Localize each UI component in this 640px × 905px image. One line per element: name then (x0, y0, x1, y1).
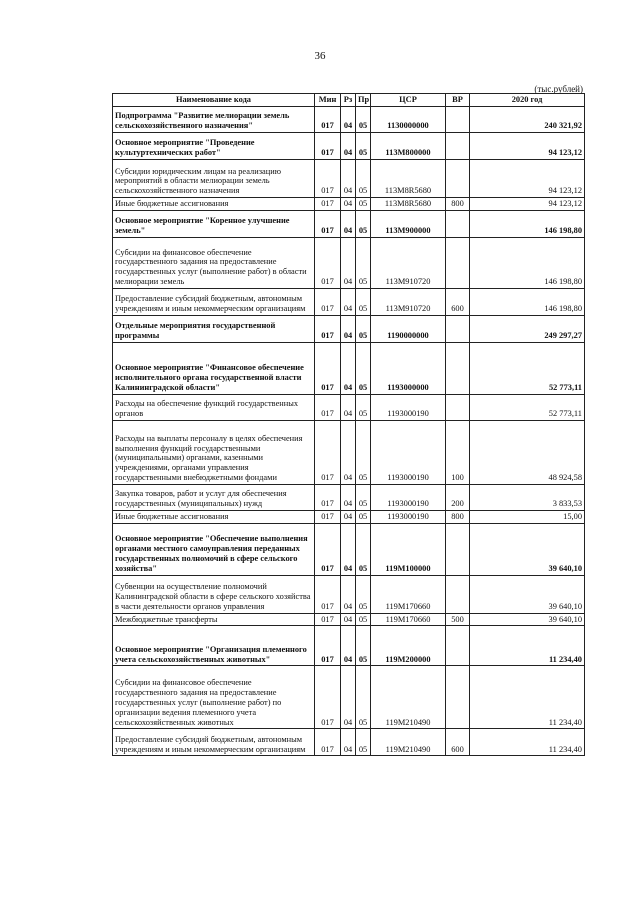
table-row (113, 666, 585, 729)
row-csr: 119М100000 (371, 523, 446, 575)
row-rz: 04 (341, 133, 356, 160)
table-row (113, 107, 585, 133)
row-name: Отдельные мероприятия государственной программы (113, 315, 315, 342)
row-vr: 600 (446, 288, 470, 315)
row-csr: 1193000190 (371, 484, 446, 510)
table-row (113, 729, 585, 756)
row-pr: 05 (356, 523, 371, 575)
row-amount: 94 123,12 (470, 198, 585, 211)
row-vr (446, 237, 470, 288)
row-csr: 119М210490 (371, 729, 446, 756)
row-csr: 119М170660 (371, 613, 446, 626)
row-pr: 05 (356, 420, 371, 484)
table-row (113, 315, 585, 342)
row-vr: 800 (446, 198, 470, 211)
row-min: 017 (315, 575, 341, 613)
row-name: Расходы на обеспечение функций государственных органов (113, 394, 315, 420)
row-rz: 04 (341, 420, 356, 484)
row-name: Основное мероприятие "Организация племенного учета сельскохозяйственных животных" (113, 626, 315, 666)
row-vr (446, 210, 470, 237)
row-pr: 05 (356, 198, 371, 211)
row-name: Основное мероприятие "Финансовое обеспечение исполнительного органа государственной власти Калининградской области" (113, 342, 315, 394)
header-year: 2020 год (470, 94, 585, 107)
row-vr: 200 (446, 484, 470, 510)
row-vr: 600 (446, 729, 470, 756)
row-rz: 04 (341, 198, 356, 211)
row-vr (446, 575, 470, 613)
row-min: 017 (315, 133, 341, 160)
row-vr (446, 626, 470, 666)
row-pr: 05 (356, 575, 371, 613)
row-rz: 04 (341, 523, 356, 575)
row-amount: 240 321,92 (470, 107, 585, 133)
row-amount: 146 198,80 (470, 237, 585, 288)
row-csr: 1190000000 (371, 315, 446, 342)
row-pr: 05 (356, 394, 371, 420)
row-rz: 04 (341, 626, 356, 666)
row-rz: 04 (341, 729, 356, 756)
row-min: 017 (315, 484, 341, 510)
row-amount: 146 198,80 (470, 288, 585, 315)
row-csr: 119М170660 (371, 575, 446, 613)
table-row (113, 288, 585, 315)
row-pr: 05 (356, 484, 371, 510)
row-amount: 11 234,40 (470, 729, 585, 756)
row-rz: 04 (341, 510, 356, 523)
row-min: 017 (315, 210, 341, 237)
row-name: Расходы на выплаты персоналу в целях обеспечения выполнения функций государственными (муниципальными) органами, казенными учреждениями, органами управления государственными внебюджетными фондами (113, 420, 315, 484)
row-name: Закупка товаров, работ и услуг для обеспечения государственных (муниципальных) нужд (113, 484, 315, 510)
row-amount: 11 234,40 (470, 626, 585, 666)
row-csr: 119М210490 (371, 666, 446, 729)
row-csr: 1193000190 (371, 420, 446, 484)
row-min: 017 (315, 626, 341, 666)
row-amount: 39 640,10 (470, 613, 585, 626)
row-name: Основное мероприятие "Проведение культуртехнических работ" (113, 133, 315, 160)
row-min: 017 (315, 198, 341, 211)
table-row (113, 210, 585, 237)
row-rz: 04 (341, 160, 356, 198)
row-csr: 1193000190 (371, 394, 446, 420)
row-min: 017 (315, 729, 341, 756)
row-amount: 146 198,80 (470, 210, 585, 237)
unit-note: (тыс.рублей) (534, 84, 583, 94)
row-min: 017 (315, 523, 341, 575)
row-csr: 113М910720 (371, 288, 446, 315)
header-min: Мин (315, 94, 341, 107)
row-amount: 39 640,10 (470, 523, 585, 575)
row-rz: 04 (341, 288, 356, 315)
row-pr: 05 (356, 288, 371, 315)
row-rz: 04 (341, 342, 356, 394)
row-pr: 05 (356, 133, 371, 160)
row-rz: 04 (341, 575, 356, 613)
row-rz: 04 (341, 394, 356, 420)
row-amount: 94 123,12 (470, 133, 585, 160)
row-pr: 05 (356, 315, 371, 342)
row-pr: 05 (356, 613, 371, 626)
row-rz: 04 (341, 315, 356, 342)
table-row (113, 160, 585, 198)
row-pr: 05 (356, 210, 371, 237)
row-rz: 04 (341, 613, 356, 626)
row-amount: 249 297,27 (470, 315, 585, 342)
row-vr: 500 (446, 613, 470, 626)
header-pr: Пр (356, 94, 371, 107)
row-min: 017 (315, 342, 341, 394)
row-name: Межбюджетные трансферты (113, 613, 315, 626)
budget-table (112, 93, 585, 756)
row-min: 017 (315, 237, 341, 288)
row-pr: 05 (356, 729, 371, 756)
row-csr: 113М8R5680 (371, 160, 446, 198)
row-vr (446, 342, 470, 394)
table-row (113, 133, 585, 160)
row-min: 017 (315, 315, 341, 342)
page-number: 36 (314, 50, 326, 62)
table-row (113, 237, 585, 288)
table-row (113, 575, 585, 613)
row-pr: 05 (356, 342, 371, 394)
row-csr: 113М800000 (371, 133, 446, 160)
row-vr (446, 315, 470, 342)
row-rz: 04 (341, 666, 356, 729)
row-csr: 119М200000 (371, 626, 446, 666)
row-amount: 39 640,10 (470, 575, 585, 613)
header-csr: ЦСР (371, 94, 446, 107)
row-csr: 113М910720 (371, 237, 446, 288)
row-amount: 3 833,53 (470, 484, 585, 510)
row-min: 017 (315, 394, 341, 420)
row-rz: 04 (341, 107, 356, 133)
row-rz: 04 (341, 210, 356, 237)
row-amount: 11 234,40 (470, 666, 585, 729)
table-row (113, 342, 585, 394)
row-name: Иные бюджетные ассигнования (113, 198, 315, 211)
header-name: Наименование кода (113, 94, 315, 107)
row-pr: 05 (356, 160, 371, 198)
row-name: Иные бюджетные ассигнования (113, 510, 315, 523)
row-vr (446, 107, 470, 133)
table-body (113, 107, 585, 756)
table-row (113, 626, 585, 666)
row-name: Основное мероприятие "Обеспечение выполнения органами местного самоуправления переданных государственных полномочий в сфере сельского хозяйства" (113, 523, 315, 575)
row-rz: 04 (341, 237, 356, 288)
row-vr (446, 394, 470, 420)
row-name: Подпрограмма "Развитие мелиорации земель сельскохозяйственного назначения" (113, 107, 315, 133)
table-row (113, 523, 585, 575)
row-vr (446, 133, 470, 160)
row-name: Предоставление субсидий бюджетным, автономным учреждениям и иным некоммерческим организациям (113, 729, 315, 756)
row-vr (446, 160, 470, 198)
row-vr: 800 (446, 510, 470, 523)
row-amount: 52 773,11 (470, 342, 585, 394)
row-amount: 48 924,58 (470, 420, 585, 484)
row-name: Предоставление субсидий бюджетным, автономным учреждениям и иным некоммерческим организациям (113, 288, 315, 315)
row-csr: 1130000000 (371, 107, 446, 133)
table-row (113, 394, 585, 420)
row-name: Субсидии на финансовое обеспечение государственного задания на предоставление государственных услуг (выполнение работ) по организации ведения племенного учета сельскохозяйственных животных (113, 666, 315, 729)
row-csr: 1193000190 (371, 510, 446, 523)
row-pr: 05 (356, 626, 371, 666)
table-row (113, 510, 585, 523)
row-name: Основное мероприятие "Коренное улучшение земель" (113, 210, 315, 237)
row-min: 017 (315, 510, 341, 523)
header-vr: ВР (446, 94, 470, 107)
row-min: 017 (315, 288, 341, 315)
row-pr: 05 (356, 237, 371, 288)
row-csr: 113М8R5680 (371, 198, 446, 211)
header-rz: Рз (341, 94, 356, 107)
row-vr (446, 666, 470, 729)
row-name: Субсидии на финансовое обеспечение государственного задания на предоставление государственных услуг (выполнение работ) в области мелиорации земель (113, 237, 315, 288)
row-pr: 05 (356, 107, 371, 133)
row-min: 017 (315, 613, 341, 626)
row-name: Субвенции на осуществление полномочий Калининградской области в сфере сельского хозяйства в части деятельности органов управления (113, 575, 315, 613)
row-vr (446, 523, 470, 575)
row-amount: 15,00 (470, 510, 585, 523)
row-name: Субсидии юридическим лицам на реализацию мероприятий в области мелиорации земель сельскохозяйственного назначения (113, 160, 315, 198)
table-row (113, 613, 585, 626)
row-min: 017 (315, 107, 341, 133)
row-amount: 94 123,12 (470, 160, 585, 198)
row-min: 017 (315, 666, 341, 729)
row-amount: 52 773,11 (470, 394, 585, 420)
row-rz: 04 (341, 484, 356, 510)
row-min: 017 (315, 420, 341, 484)
table-row (113, 484, 585, 510)
table-row (113, 420, 585, 484)
row-pr: 05 (356, 510, 371, 523)
row-min: 017 (315, 160, 341, 198)
row-pr: 05 (356, 666, 371, 729)
row-csr: 113М900000 (371, 210, 446, 237)
table-row (113, 198, 585, 211)
row-csr: 1193000000 (371, 342, 446, 394)
row-vr: 100 (446, 420, 470, 484)
table-header-row (113, 94, 585, 107)
